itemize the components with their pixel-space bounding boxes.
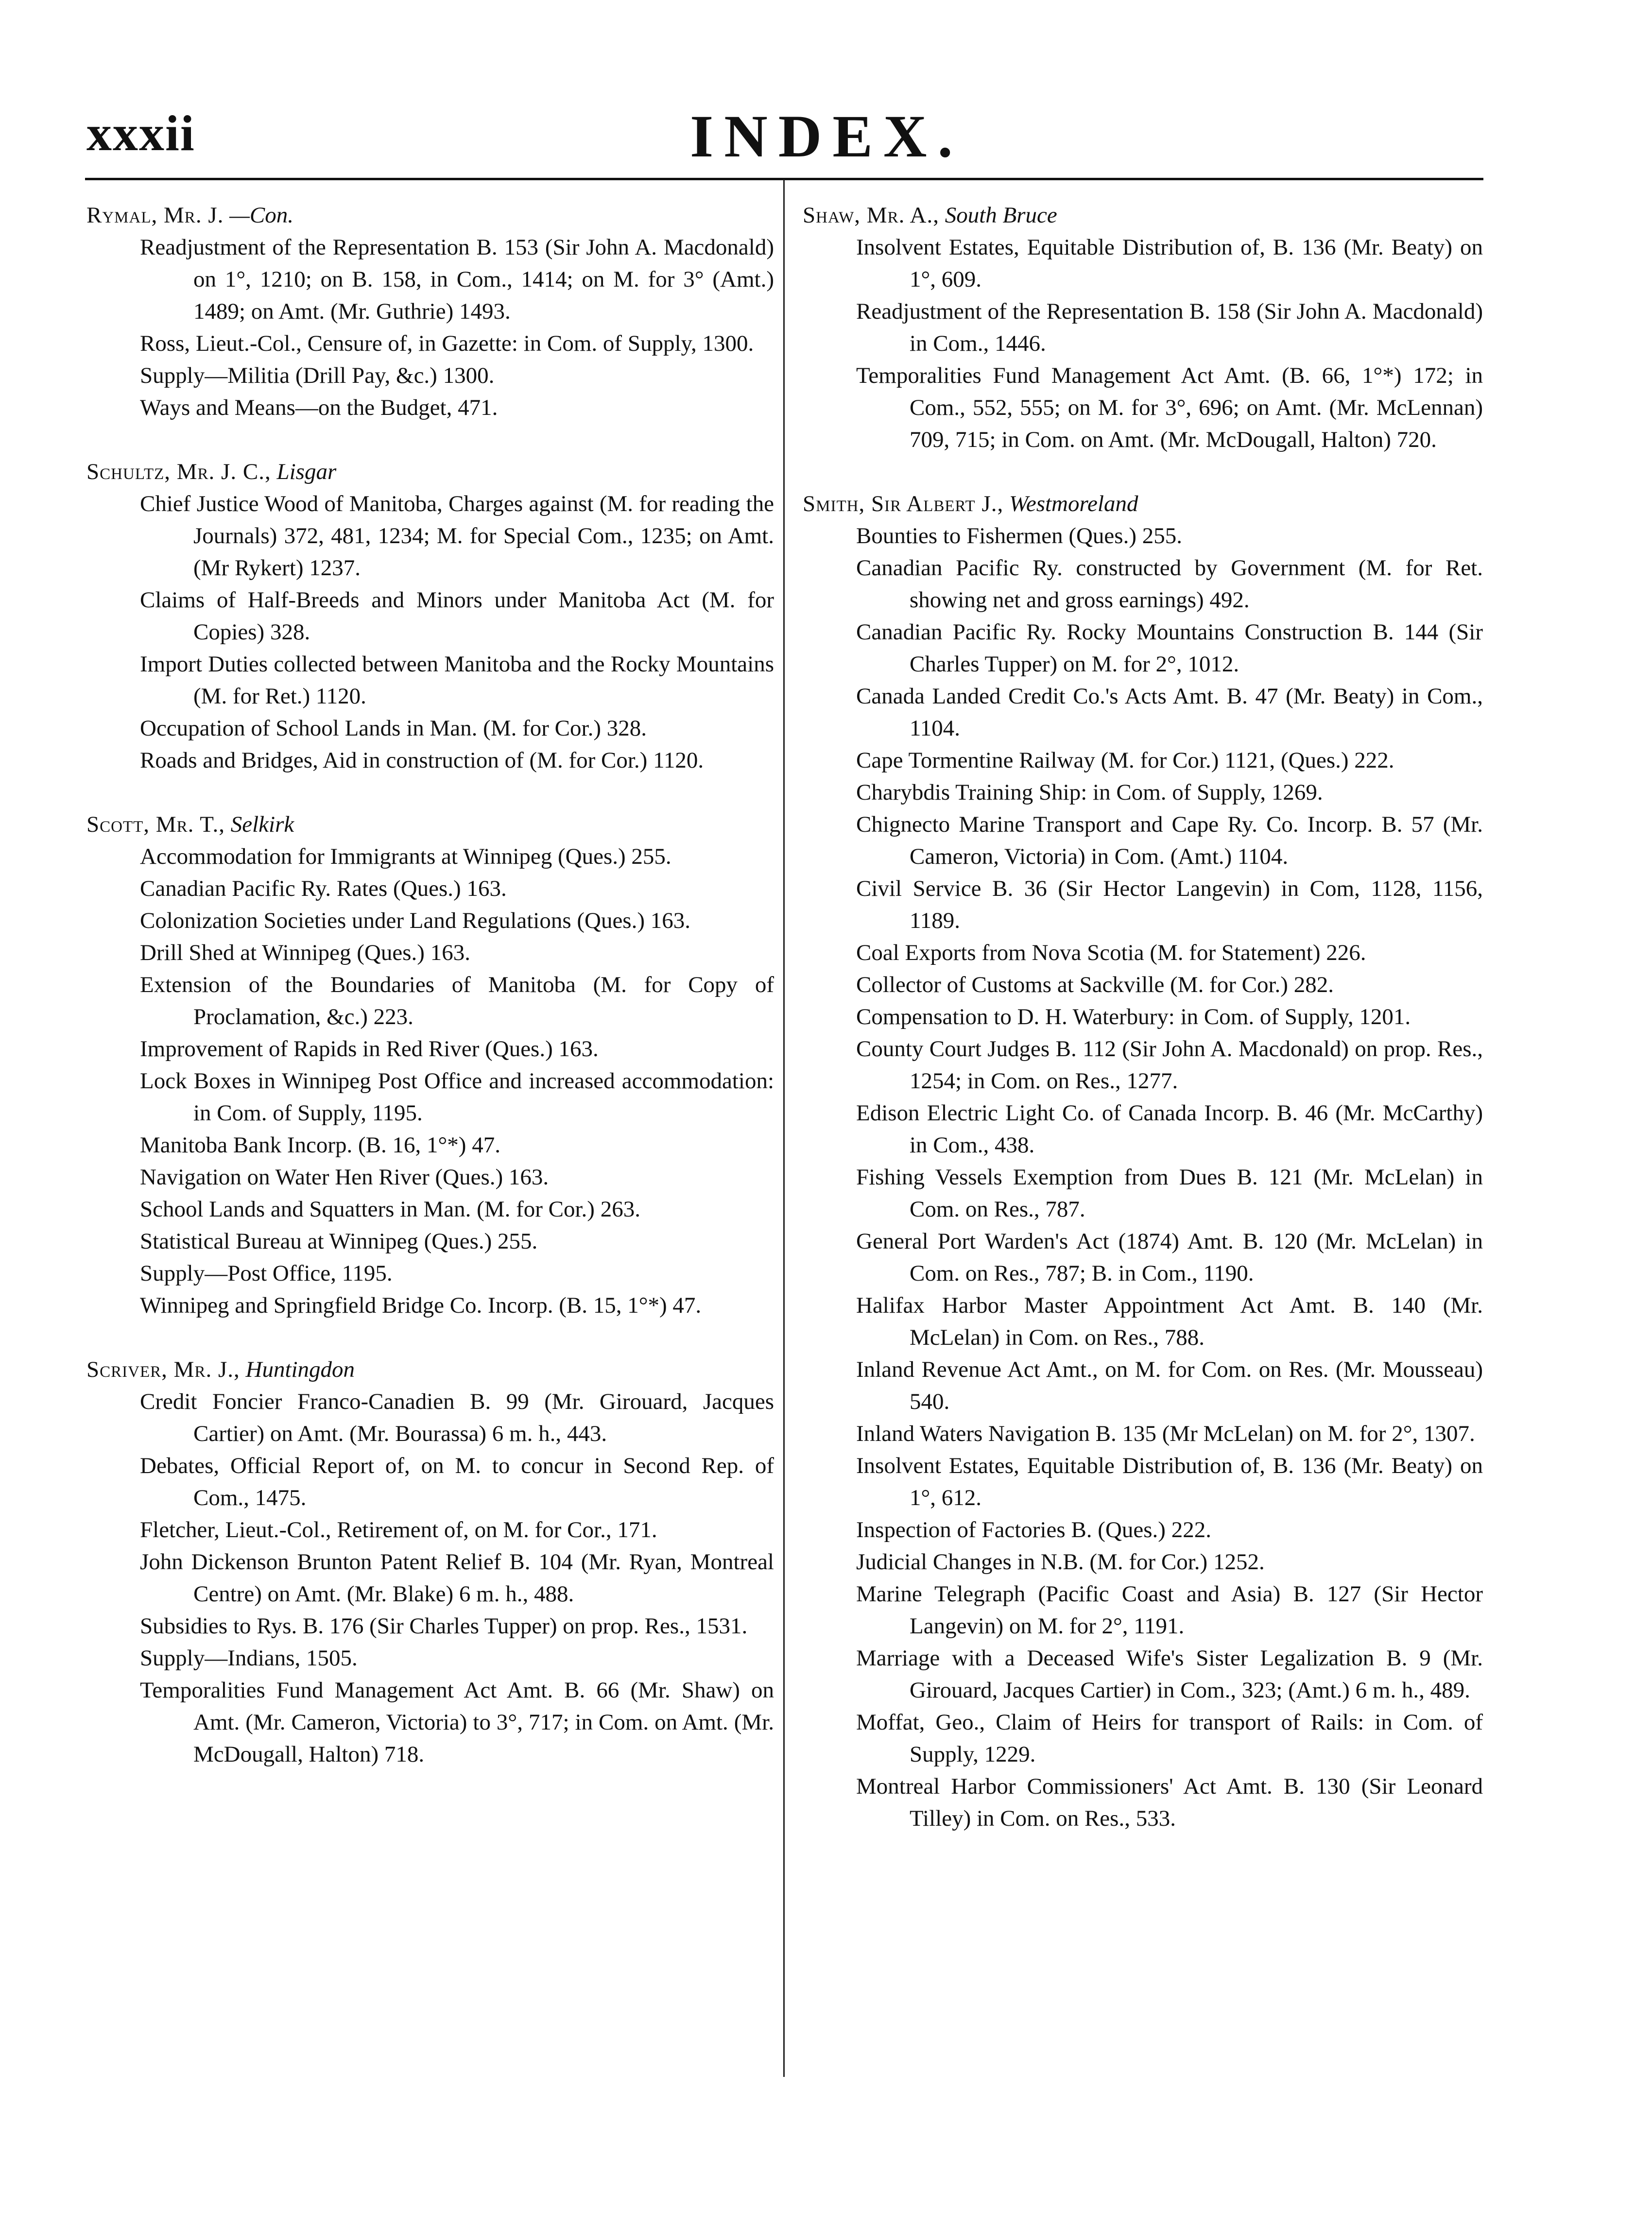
member-riding: South Bruce [945,203,1057,228]
index-subentry: Readjustment of the Representation B. 153 (Sir John A. Macdonald) on 1°, 1210; on B. 158, in Com., 1414; on M. for 3° (Amt.) 1489; on Amt. (Mr. Guthrie) 1493. [140,235,774,324]
index-subentry: Civil Service B. 36 (Sir Hector Langevin) in Com, 1128, 1156, 1189. [856,876,1483,933]
index-subentry: Compensation to D. H. Waterbury: in Com. of Supply, 1201. [856,1004,1411,1029]
member-name: Rymal, Mr. J. [86,203,224,228]
index-subentry: Credit Foncier Franco-Canadien B. 99 (Mr. Girouard, Jacques Cartier) on Amt. (Mr. Bourassa) 6 m. h., 443. [140,1389,774,1446]
index-subentry: Ways and Means—on the Budget, 471. [140,395,498,420]
left-column [86,199,774,1802]
index-subentry: Canada Landed Credit Co.'s Acts Amt. B. 47 (Mr. Beaty) in Com., 1104. [856,684,1483,741]
index-subentry: Chignecto Marine Transport and Cape Ry. Co. Incorp. B. 57 (Mr. Cameron, Victoria) in Com. (Amt.) 1104. [856,812,1483,869]
index-subentry: Canadian Pacific Ry. Rates (Ques.) 163. [140,876,507,901]
index-subentry: Statistical Bureau at Winnipeg (Ques.) 255. [140,1229,538,1254]
index-entry [86,808,774,1321]
index-subentry: Cape Tormentine Railway (M. for Cor.) 1121, (Ques.) 222. [856,748,1394,773]
index-subentry: Winnipeg and Springfield Bridge Co. Incorp. (B. 15, 1°*) 47. [140,1293,702,1318]
index-subentry: Supply—Indians, 1505. [140,1645,358,1671]
index-subentry: Drill Shed at Winnipeg (Ques.) 163. [140,940,470,965]
index-subentry: Fishing Vessels Exemption from Dues B. 121 (Mr. McLelan) in Com. on Res., 787. [856,1165,1483,1222]
index-subentry: Manitoba Bank Incorp. (B. 16, 1°*) 47. [140,1132,500,1158]
index-subentry: Lock Boxes in Winnipeg Post Office and increased accommodation: in Com. of Supply, 1195. [140,1068,774,1126]
index-subentry: Marriage with a Deceased Wife's Sister Legalization B. 9 (Mr. Girouard, Jacques Cartier) in Com., 323; (Amt.) 6 m. h., 489. [856,1645,1483,1703]
index-subentry: County Court Judges B. 112 (Sir John A. Macdonald) on prop. Res., 1254; in Com. on Res., 1277. [856,1036,1483,1094]
index-subentry: Supply—Post Office, 1195. [140,1261,393,1286]
entry-heading [86,456,774,488]
index-entry [86,456,774,776]
member-name: Smith, Sir Albert J., [803,491,1004,516]
entry-heading [86,808,774,840]
index-subentry: Inland Waters Navigation B. 135 (Mr McLelan) on M. for 2°, 1307. [856,1421,1475,1446]
index-subentry: Inland Revenue Act Amt., on M. for Com. on Res. (Mr. Mousseau) 540. [856,1357,1483,1414]
index-subentry: John Dickenson Brunton Patent Relief B. 104 (Mr. Ryan, Montreal Centre) on Amt. (Mr. Blake) 6 m. h., 488. [140,1549,774,1607]
index-subentry: Roads and Bridges, Aid in construction of (M. for Cor.) 1120. [140,748,704,773]
index-subentry: Canadian Pacific Ry. constructed by Government (M. for Ret. showing net and gross earnings) 492. [856,555,1483,613]
index-subentry: Charybdis Training Ship: in Com. of Supply, 1269. [856,780,1323,805]
index-subentry: Navigation on Water Hen River (Ques.) 163. [140,1165,549,1190]
index-subentry: Insolvent Estates, Equitable Distribution of, B. 136 (Mr. Beaty) on 1°, 609. [856,235,1483,292]
index-subentry: Supply—Militia (Drill Pay, &c.) 1300. [140,363,495,388]
index-subentry: General Port Warden's Act (1874) Amt. B. 120 (Mr. McLelan) in Com. on Res., 787; B. in Com., 1190. [856,1229,1483,1286]
index-subentry: Import Duties collected between Manitoba and the Rocky Mountains (M. for Ret.) 1120. [140,651,774,709]
member-riding: Lisgar [276,459,337,484]
index-subentry: Occupation of School Lands in Man. (M. for Cor.) 328. [140,716,647,741]
index-subentry: Extension of the Boundaries of Manitoba (M. for Copy of Proclamation, &c.) 223. [140,972,774,1029]
index-subentry: School Lands and Squatters in Man. (M. for Cor.) 263. [140,1197,640,1222]
member-riding: Selkirk [230,812,294,837]
page-number: xxxii [86,105,195,161]
index-subentry: Coal Exports from Nova Scotia (M. for Statement) 226. [856,940,1366,965]
index-subentry: Improvement of Rapids in Red River (Ques.) 163. [140,1036,599,1062]
index-subentry: Fletcher, Lieut.-Col., Retirement of, on M. for Cor., 171. [140,1517,657,1542]
entry-heading [803,199,1483,231]
member-riding: Huntingdon [245,1357,355,1382]
index-subentry: Readjustment of the Representation B. 158 (Sir John A. Macdonald) in Com., 1446. [856,299,1483,356]
index-subentry: Colonization Societies under Land Regulations (Ques.) 163. [140,908,691,933]
member-name: Scott, Mr. T., [86,812,225,837]
page-title: INDEX. [690,103,964,170]
column-divider [783,180,785,2077]
member-name: Shaw, Mr. A., [803,203,939,228]
index-subentry: Judicial Changes in N.B. (M. for Cor.) 1252. [856,1549,1265,1575]
index-entry [86,199,774,424]
index-subentry: Bounties to Fishermen (Ques.) 255. [856,523,1182,548]
index-subentry: Marine Telegraph (Pacific Coast and Asia) B. 127 (Sir Hector Langevin) on M. for 2°, 1191. [856,1581,1483,1639]
index-subentry: Temporalities Fund Management Act Amt. (B. 66, 1°*) 172; in Com., 552, 555; on M. for 3°, 696; on Amt. (Mr. McLennan) 709, 715; in Com. on Amt. (Mr. McDougall, Halton) 720. [856,363,1483,452]
member-riding: Westmoreland [1009,491,1138,516]
index-subentry: Edison Electric Light Co. of Canada Incorp. B. 46 (Mr. McCarthy) in Com., 438. [856,1100,1483,1158]
right-column [803,199,1483,1867]
index-subentry: Subsidies to Rys. B. 176 (Sir Charles Tupper) on prop. Res., 1531. [140,1613,748,1639]
entry-heading [86,1354,774,1386]
index-subentry: Claims of Half-Breeds and Minors under Manitoba Act (M. for Copies) 328. [140,587,774,645]
entry-heading [86,199,774,231]
member-name: Scriver, Mr. J., [86,1357,240,1382]
index-subentry: Moffat, Geo., Claim of Heirs for transport of Rails: in Com. of Supply, 1229. [856,1710,1483,1767]
index-subentry: Ross, Lieut.-Col., Censure of, in Gazette: in Com. of Supply, 1300. [140,331,754,356]
member-name: Schultz, Mr. J. C., [86,459,271,484]
index-subentry: Inspection of Factories B. (Ques.) 222. [856,1517,1211,1542]
index-subentry: Chief Justice Wood of Manitoba, Charges against (M. for reading the Journals) 372, 481, 1234; M. for Special Com., 1235; on Amt. (Mr Rykert) 1237. [140,491,774,581]
index-subentry: Halifax Harbor Master Appointment Act Amt. B. 140 (Mr. McLelan) in Com. on Res., 788. [856,1293,1483,1350]
index-subentry: Montreal Harbor Commissioners' Act Amt. B. 130 (Sir Leonard Tilley) in Com. on Res., 533. [856,1774,1483,1831]
index-subentry: Temporalities Fund Management Act Amt. B. 66 (Mr. Shaw) on Amt. (Mr. Cameron, Victoria) to 3°, 717; in Com. on Amt. (Mr. McDougall, Halton) 718. [140,1678,774,1767]
member-riding: —Con. [229,203,293,228]
index-subentry: Debates, Official Report of, on M. to concur in Second Rep. of Com., 1475. [140,1453,774,1510]
index-entry [86,1354,774,1770]
index-subentry: Insolvent Estates, Equitable Distribution of, B. 136 (Mr. Beaty) on 1°, 612. [856,1453,1483,1510]
page-header [0,0,1652,185]
index-entry [803,488,1483,1834]
index-subentry: Accommodation for Immigrants at Winnipeg (Ques.) 255. [140,844,671,869]
index-subentry: Canadian Pacific Ry. Rocky Mountains Construction B. 144 (Sir Charles Tupper) on M. for 2°, 1012. [856,619,1483,677]
index-subentry: Collector of Customs at Sackville (M. for Cor.) 282. [856,972,1334,997]
entry-heading [803,488,1483,520]
index-entry [803,199,1483,456]
